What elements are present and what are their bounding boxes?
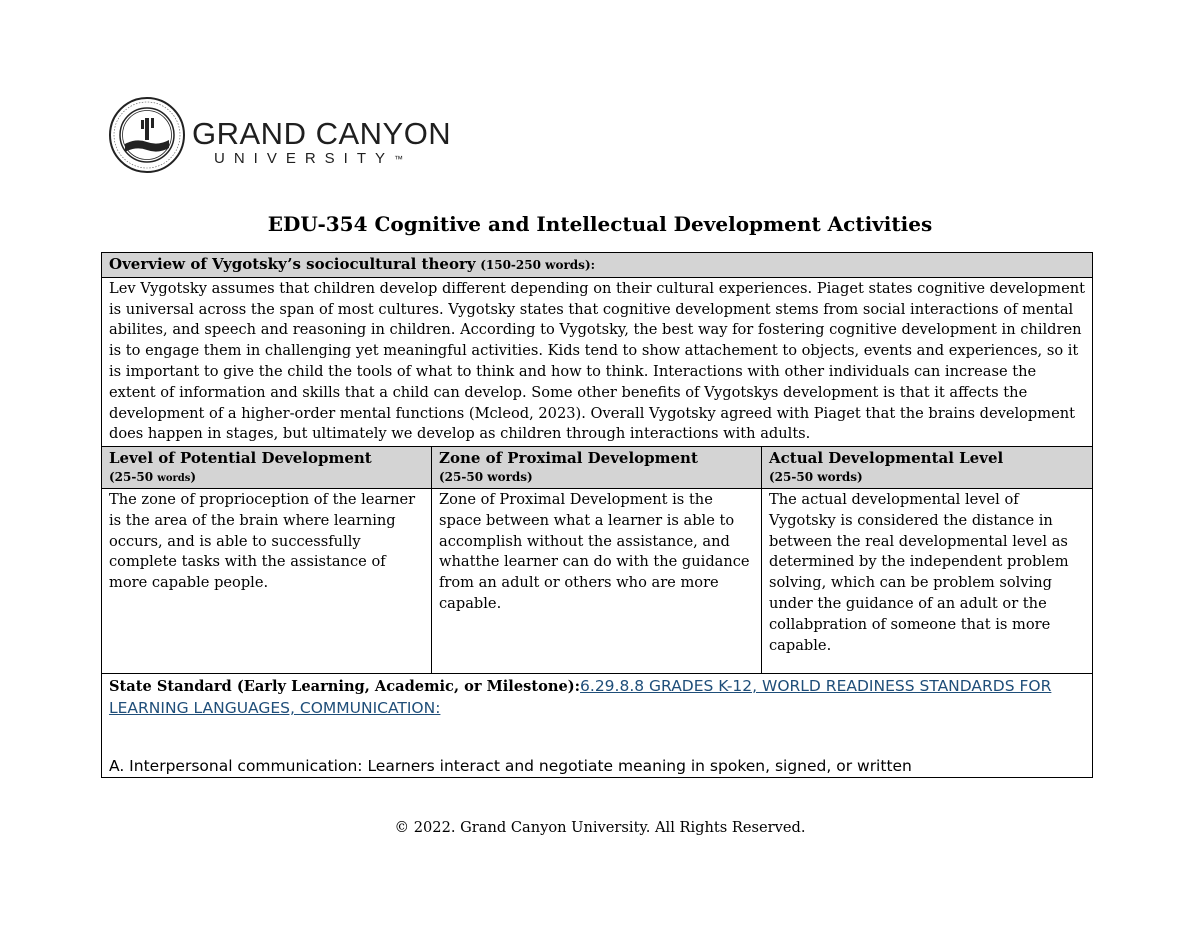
copyright-footer: © 2022. Grand Canyon University. All Rights Reserved. <box>394 819 806 836</box>
col-heading-proximal-title: Zone of Proximal Development <box>439 449 698 468</box>
state-standard-label: State Standard (Early Learning, Academic, or Milestone): <box>109 677 581 695</box>
logo-line-1: GRAND CANYON <box>192 116 452 151</box>
university-seal-icon <box>108 96 186 174</box>
document-title: EDU-354 Cognitive and Intellectual Development Activities <box>267 212 933 236</box>
logo-wordmark <box>192 118 451 168</box>
state-standard-link[interactable]: 6.29.8.8 GRADES K-12, WORLD READINESS STANDARDS FOR LEARNING LANGUAGES, COMMUNICATION: <box>109 676 1052 717</box>
col-heading-actual-range: (25-50 words) <box>769 469 863 484</box>
col-heading-actual <box>762 447 1093 489</box>
col-heading-proximal <box>432 447 762 489</box>
col-heading-actual-title: Actual Developmental Level <box>769 449 1004 468</box>
overview-body[interactable]: Lev Vygotsky assumes that children develop different depending on their cultural experiences. Piaget states cognitive development is universal across the span of most cultures. Vygotsky states that cognitive development stems from social interactions of mental abilites, and speech and reasoning in children. According to Vygotsky, the best way for fostering cognitive development in children is to engage them in challenging yet meaningful activities. Kids tend to show attachement to objects, events and experiences, so it is important to give the child the tools of what to think and how to think. Interactions with other individuals can increase the extent of information and skills that a child can develop. Some other benefits of Vygotskys development is that it affects the development of a higher-order mental functions (Mcleod, 2023). Overall Vygotsky agreed with Piaget that the brains development does happen in stages, but ultimately we develop as children through interactions with adults. <box>102 277 1093 446</box>
proximal-development-text[interactable]: Zone of Proximal Development is the space between what a learner is able to accomplish without the assistance, and whatthe learner can do with the guidance from an adult or others who are more capable. <box>432 488 762 673</box>
state-standard-cell[interactable] <box>102 673 1093 777</box>
col-heading-potential-range: (25-50 words) <box>109 469 197 484</box>
activity-table <box>101 252 1093 778</box>
col-heading-potential <box>102 447 432 489</box>
overview-word-range: (150-250 words): <box>480 258 596 272</box>
overview-heading: Overview of Vygotsky’s sociocultural theory <box>109 255 476 273</box>
overview-heading-cell <box>102 253 1093 278</box>
potential-development-text[interactable]: The zone of proprioception of the learner is the area of the brain where learning occurs, and is able to successfully complete tasks with the assistance of more capable people. <box>102 488 432 673</box>
state-standard-body: A. Interpersonal communication: Learners interact and negotiate meaning in spoken, signed, or written <box>109 756 912 775</box>
gcu-logo <box>108 96 468 176</box>
logo-line-2: UNIVERSITY™ <box>214 150 404 167</box>
col-heading-proximal-range: (25-50 words) <box>439 469 533 484</box>
actual-development-text[interactable]: The actual developmental level of Vygotsky is considered the distance in between the real developmental level as determined by the independent problem solving, which can be problem solving under the guidance of an adult or the collabpration of someone that is more capable. <box>762 488 1093 673</box>
col-heading-potential-title: Level of Potential Development <box>109 449 372 468</box>
